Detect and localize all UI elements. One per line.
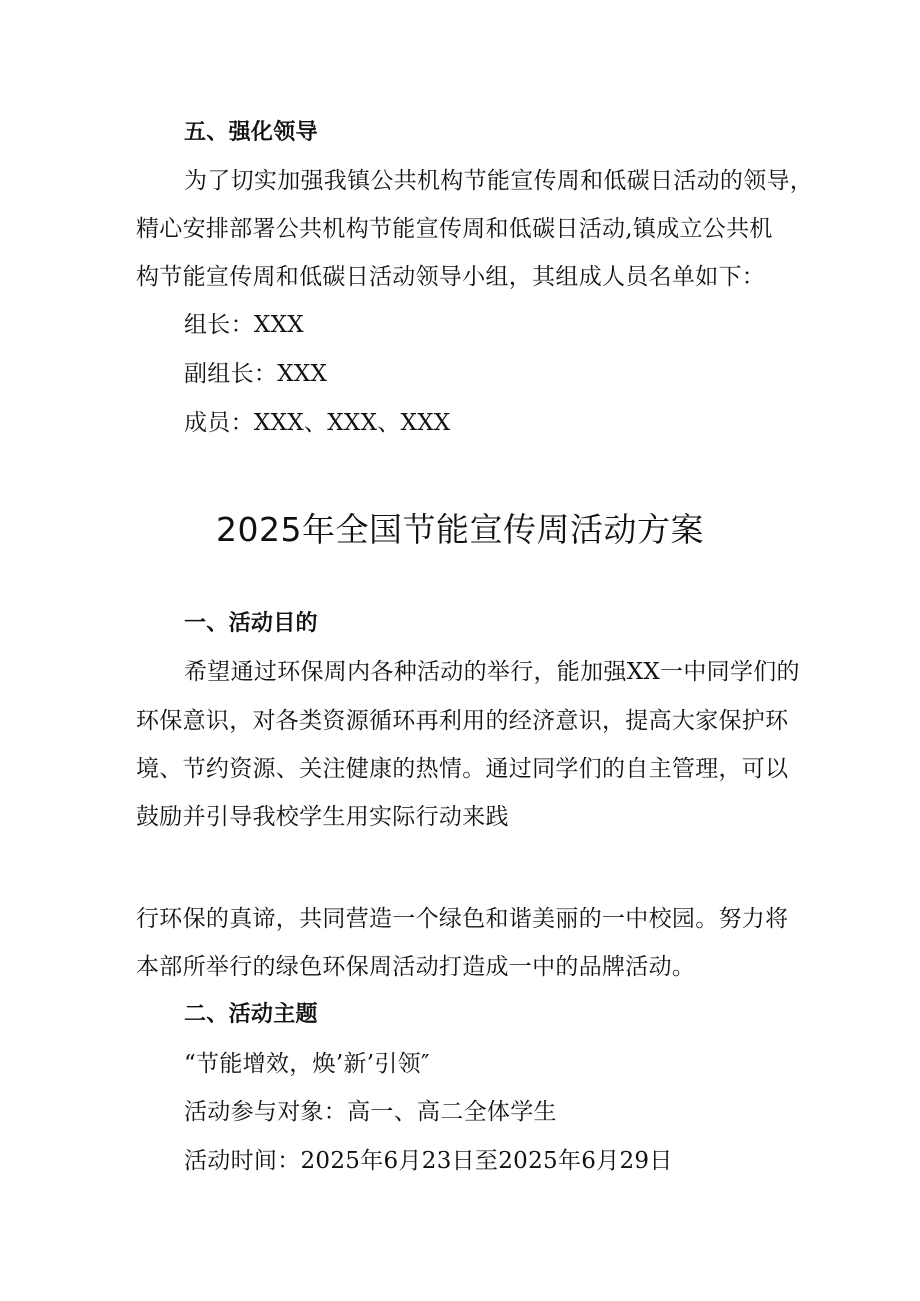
section5-para-line-3: 构节能宣传周和低碳日活动领导小组，其组成人员名单如下： bbox=[136, 264, 766, 290]
members-line: 成员：XXX、XXX、XXX bbox=[184, 410, 451, 436]
section1-heading: 一、活动目的 bbox=[184, 611, 318, 636]
activity-time-line: 活动时间：2025年6月23日至2025年6月29日 bbox=[184, 1148, 673, 1174]
participants-line: 活动参与对象：高一、高二全体学生 bbox=[184, 1099, 557, 1125]
document-title: 2025年全国节能宣传周活动方案 bbox=[216, 510, 704, 549]
section1-para-line-6: 本部所举行的绿色环保周活动打造成一中的品牌活动。 bbox=[136, 954, 696, 980]
section2-heading: 二、活动主题 bbox=[184, 1002, 318, 1027]
leader-line: 组长：XXX bbox=[184, 312, 304, 338]
section1-para-line-1: 希望通过环保周内各种活动的举行，能加强XX一中同学们的 bbox=[184, 659, 800, 685]
deputy-leader-line: 副组长：XXX bbox=[184, 361, 328, 387]
section1-para-line-3: 境、节约资源、关注健康的热情。通过同学们的自主管理，可以 bbox=[136, 756, 789, 782]
section5-para-line-1: 为了切实加强我镇公共机构节能宣传周和低碳日活动的领导， bbox=[184, 168, 814, 194]
section1-para-line-2: 环保意识，对各类资源循环再利用的经济意识，提高大家保护环 bbox=[136, 708, 789, 734]
section1-para-line-4: 鼓励并引导我校学生用实际行动来践 bbox=[136, 804, 509, 830]
section5-para-line-2: 精心安排部署公共机构节能宣传周和低碳日活动,镇成立公共机 bbox=[136, 216, 773, 242]
section5-heading: 五、强化领导 bbox=[184, 120, 318, 145]
theme-line: “节能增效，焕’新’引领″ bbox=[184, 1051, 430, 1077]
section1-para-line-5: 行环保的真谛，共同营造一个绿色和谐美丽的一中校园。努力将 bbox=[136, 906, 789, 932]
